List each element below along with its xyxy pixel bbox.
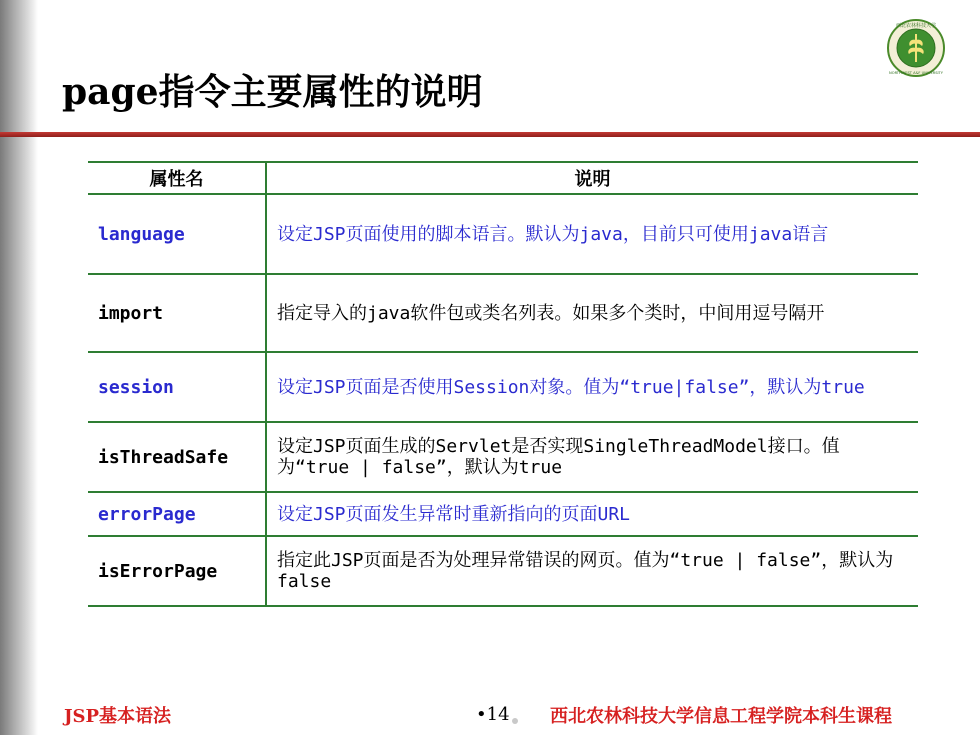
seal-text-top: 西北农林科技大学 <box>895 23 937 29</box>
header-description: 说明 <box>266 162 918 194</box>
table-row <box>88 274 918 352</box>
attribute-description-cell: 指定此JSP页面是否为处理异常错误的网页。值为“true | false”，默认为false <box>266 536 918 606</box>
attribute-name-cell: isErrorPage <box>88 536 266 606</box>
left-gradient-bar <box>0 0 38 735</box>
attributes-table <box>88 161 918 607</box>
table-row <box>88 422 918 492</box>
table-row <box>88 194 918 274</box>
attribute-description-cell: 设定JSP页面生成的Servlet是否实现SingleThreadModel接口。值为“true | false”，默认为true <box>266 422 918 492</box>
header-attribute-name: 属性名 <box>88 162 266 194</box>
page-title: page指令主要属性的说明 <box>62 71 483 113</box>
title-rule <box>0 132 980 137</box>
seal-text-bottom: NORTHWEST A&F UNIVERSITY <box>889 71 943 75</box>
attribute-name-cell: errorPage <box>88 492 266 536</box>
attribute-description-cell: 设定JSP页面发生异常时重新指向的页面URL <box>266 492 918 536</box>
attribute-description-cell: 设定JSP页面是否使用Session对象。值为“true|false”，默认为true <box>266 352 918 422</box>
table-header-row <box>88 162 918 194</box>
footer-dot <box>512 718 518 724</box>
footer-course-title: JSP基本语法 <box>64 706 172 727</box>
attribute-name-cell: language <box>88 194 266 274</box>
attribute-name-cell: isThreadSafe <box>88 422 266 492</box>
table-row <box>88 352 918 422</box>
table-row <box>88 492 918 536</box>
page-number: •14 <box>476 704 510 725</box>
university-seal-icon <box>886 18 946 78</box>
attribute-name-cell: import <box>88 274 266 352</box>
attribute-description-cell: 设定JSP页面使用的脚本语言。默认为java，目前只可使用java语言 <box>266 194 918 274</box>
footer-institution: 西北农林科技大学信息工程学院本科生课程 <box>550 706 892 727</box>
attribute-name-cell: session <box>88 352 266 422</box>
table-row <box>88 536 918 606</box>
attribute-description-cell: 指定导入的java软件包或类名列表。如果多个类时，中间用逗号隔开 <box>266 274 918 352</box>
